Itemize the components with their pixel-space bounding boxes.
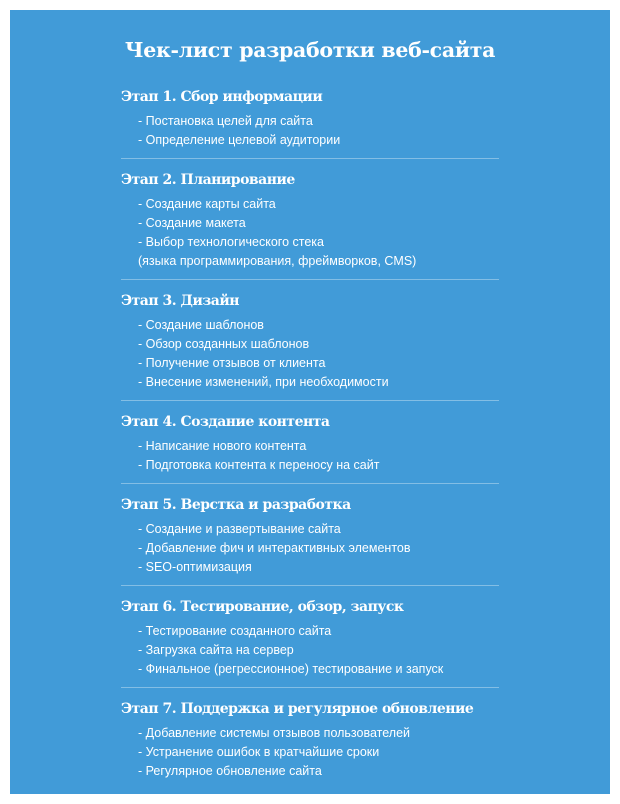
stage-heading: Этап 3. Дизайн bbox=[121, 293, 239, 309]
stage-5 bbox=[121, 483, 499, 585]
stage-heading: Этап 6. Тестирование, обзор, запуск bbox=[121, 599, 404, 615]
stage-heading: Этап 7. Поддержка и регулярное обновление bbox=[121, 701, 474, 717]
stage-heading: Этап 2. Планирование bbox=[121, 172, 295, 188]
checklist-item: - Добавление системы отзывов пользователей bbox=[138, 726, 411, 740]
checklist-item: - SEO-оптимизация bbox=[138, 560, 252, 574]
checklist-item: - Постановка целей для сайта bbox=[138, 114, 313, 128]
stage-heading: Этап 5. Верстка и разработка bbox=[121, 497, 351, 513]
checklist-item: - Обзор созданных шаблонов bbox=[138, 337, 310, 351]
stage-4 bbox=[121, 400, 499, 483]
stage-heading: Этап 1. Сбор информации bbox=[121, 89, 323, 105]
stage-1 bbox=[121, 86, 499, 158]
checklist-card bbox=[10, 10, 610, 794]
stage-list bbox=[121, 86, 499, 789]
stage-2 bbox=[121, 158, 499, 279]
checklist-item: - Создание макета bbox=[138, 216, 246, 230]
stage-6 bbox=[121, 585, 499, 687]
checklist-item: - Загрузка сайта на сервер bbox=[138, 643, 294, 657]
checklist-item: - Определение целевой аудитории bbox=[138, 133, 341, 147]
stage-items bbox=[121, 724, 499, 781]
checklist-item: - Регулярное обновление сайта bbox=[138, 764, 322, 778]
stage-items bbox=[121, 112, 499, 150]
checklist-item: - Финальное (регрессионное) тестирование и запуск bbox=[138, 662, 444, 676]
checklist-item: - Добавление фич и интерактивных элементов bbox=[138, 541, 411, 555]
stage-items bbox=[121, 195, 499, 271]
page-title: Чек-лист разработки веб-сайта bbox=[124, 38, 496, 62]
checklist-item: - Создание и развертывание сайта bbox=[138, 522, 341, 536]
checklist-item: - Создание карты сайта bbox=[138, 197, 276, 211]
checklist-item: - Получение отзывов от клиента bbox=[138, 356, 326, 370]
stage-items bbox=[121, 437, 499, 475]
stage-3 bbox=[121, 279, 499, 400]
checklist-item: - Тестирование созданного сайта bbox=[138, 624, 332, 638]
stage-7 bbox=[121, 687, 499, 789]
checklist-item-continuation: (языка программирования, фреймворков, CMS) bbox=[138, 254, 417, 268]
checklist-item: - Написание нового контента bbox=[138, 439, 307, 453]
stage-items bbox=[121, 520, 499, 577]
stage-items bbox=[121, 316, 499, 392]
checklist-item: - Подготовка контента к переносу на сайт bbox=[138, 458, 380, 472]
stage-heading: Этап 4. Создание контента bbox=[121, 414, 330, 430]
checklist-item: - Создание шаблонов bbox=[138, 318, 264, 332]
checklist-item: - Внесение изменений, при необходимости bbox=[138, 375, 389, 389]
checklist-item: - Устранение ошибок в кратчайшие сроки bbox=[138, 745, 380, 759]
stage-items bbox=[121, 622, 499, 679]
checklist-item: - Выбор технологического стека bbox=[138, 235, 324, 249]
